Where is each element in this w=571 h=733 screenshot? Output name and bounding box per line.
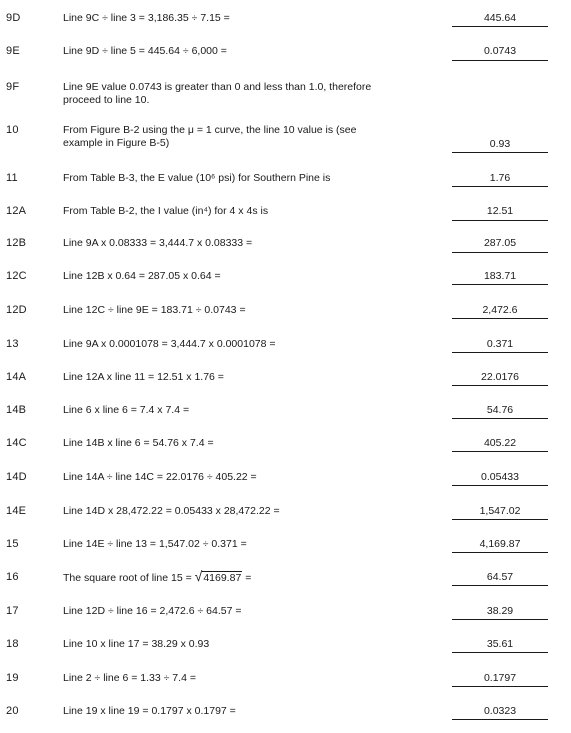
line-description: Line 12B x 0.64 = 287.05 x 0.64 =: [63, 270, 221, 282]
line-number: 14D: [6, 471, 27, 483]
answer-rule: [452, 552, 548, 553]
line-description: Line 9A x 0.08333 = 3,444.7 x 0.08333 =: [63, 237, 253, 249]
line-description-part1: From Figure B-2 using the μ = 1 curve, the line 10 value is (see: [63, 124, 357, 136]
answer-rule: [452, 252, 548, 253]
answer-rule: [452, 719, 548, 720]
line-description-part1: Line 9E value 0.0743 is greater than 0 and less than 1.0, therefore: [63, 81, 372, 93]
answer-rule: [452, 60, 548, 61]
line-description: [63, 81, 443, 107]
line-description: From Table B-2, the I value (in⁴) for 4 x 4s is: [63, 205, 269, 217]
line-description-text: The square root of line 15 =: [63, 572, 192, 584]
line-description: Line 9D ÷ line 5 = 445.64 ÷ 6,000 =: [63, 45, 227, 57]
radical-sign-icon: √: [194, 568, 203, 584]
answer-rule: [452, 451, 548, 452]
line-description: Line 10 x line 17 = 38.29 x 0.93: [63, 638, 210, 650]
line-description: [63, 568, 443, 585]
answer-rule: [452, 385, 548, 386]
line-number: 20: [6, 705, 19, 717]
line-number: 18: [6, 638, 19, 650]
answer-rule: [452, 220, 548, 221]
line-value: 2,472.6: [482, 304, 518, 316]
line-value: 35.61: [486, 638, 514, 650]
answer-rule: [452, 186, 548, 187]
line-number: 9D: [6, 12, 21, 24]
line-value: 1,547.02: [479, 505, 521, 517]
line-value: 4,169.87: [479, 538, 521, 550]
line-description: Line 12C ÷ line 9E = 183.71 ÷ 0.0743 =: [63, 304, 246, 316]
line-number: 14B: [6, 404, 27, 416]
line-value: 0.371: [486, 338, 514, 350]
radicand: 4169.87: [203, 572, 242, 584]
line-value: 445.64: [483, 12, 517, 24]
line-number: 9E: [6, 45, 20, 57]
answer-rule: [452, 352, 548, 353]
line-description: Line 14D x 28,472.22 = 0.05433 x 28,472.22 =: [63, 505, 280, 517]
line-value: 1.76: [489, 172, 511, 184]
answer-rule: [452, 652, 548, 653]
line-description: Line 6 x line 6 = 7.4 x 7.4 =: [63, 404, 190, 416]
square-root-expression: [194, 568, 243, 585]
line-number: 19: [6, 672, 19, 684]
line-number: 15: [6, 538, 19, 550]
line-value: 183.71: [483, 270, 517, 282]
line-number: 9F: [6, 81, 20, 93]
line-number: 12C: [6, 270, 27, 282]
line-description: [63, 124, 443, 150]
answer-rule: [452, 152, 548, 153]
line-description: Line 14A ÷ line 14C = 22.0176 ÷ 405.22 =: [63, 471, 257, 483]
line-description: Line 14B x line 6 = 54.76 x 7.4 =: [63, 437, 214, 449]
line-value: 405.22: [483, 437, 517, 449]
answer-rule: [452, 519, 548, 520]
line-description: Line 9A x 0.0001078 = 3,444.7 x 0.0001078 =: [63, 338, 276, 350]
answer-rule: [452, 619, 548, 620]
line-description: From Table B-3, the E value (10⁶ psi) for Southern Pine is: [63, 172, 331, 184]
line-value: 54.76: [486, 404, 514, 416]
answer-rule: [452, 585, 548, 586]
line-value: 0.0743: [483, 45, 517, 57]
line-description-tail: =: [245, 572, 252, 584]
line-value: 0.05433: [481, 471, 519, 483]
answer-rule: [452, 26, 548, 27]
line-value: 12.51: [486, 205, 514, 217]
line-description: Line 14E ÷ line 13 = 1,547.02 ÷ 0.371 =: [63, 538, 247, 550]
answer-rule: [452, 318, 548, 319]
line-value: 0.93: [489, 138, 511, 150]
line-description: Line 19 x line 19 = 0.1797 x 0.1797 =: [63, 705, 236, 717]
answer-rule: [452, 485, 548, 486]
line-number: 12B: [6, 237, 27, 249]
line-number: 11: [6, 172, 18, 184]
line-value: 0.1797: [483, 672, 517, 684]
line-value: 38.29: [486, 605, 514, 617]
line-description: Line 12D ÷ line 16 = 2,472.6 ÷ 64.57 =: [63, 605, 242, 617]
line-number: 16: [6, 571, 19, 583]
answer-rule: [452, 284, 548, 285]
line-number: 12D: [6, 304, 27, 316]
line-value: 0.0323: [483, 705, 517, 717]
line-number: 14E: [6, 505, 27, 517]
answer-rule: [452, 686, 548, 687]
line-description-part2: proceed to line 10.: [63, 94, 150, 106]
line-value: 287.05: [483, 237, 517, 249]
line-number: 12A: [6, 205, 27, 217]
line-number: 17: [6, 605, 19, 617]
answer-rule: [452, 418, 548, 419]
line-description-part2: example in Figure B-5): [63, 137, 170, 149]
line-description: Line 9C ÷ line 3 = 3,186.35 ÷ 7.15 =: [63, 12, 230, 24]
line-description: Line 12A x line 11 = 12.51 x 1.76 =: [63, 371, 224, 383]
line-number: 10: [6, 124, 19, 136]
line-value: 64.57: [486, 571, 514, 583]
line-number: 13: [6, 338, 19, 350]
line-number: 14C: [6, 437, 27, 449]
line-value: 22.0176: [481, 371, 519, 383]
line-number: 14A: [6, 371, 27, 383]
line-description: Line 2 ÷ line 6 = 1.33 ÷ 7.4 =: [63, 672, 196, 684]
